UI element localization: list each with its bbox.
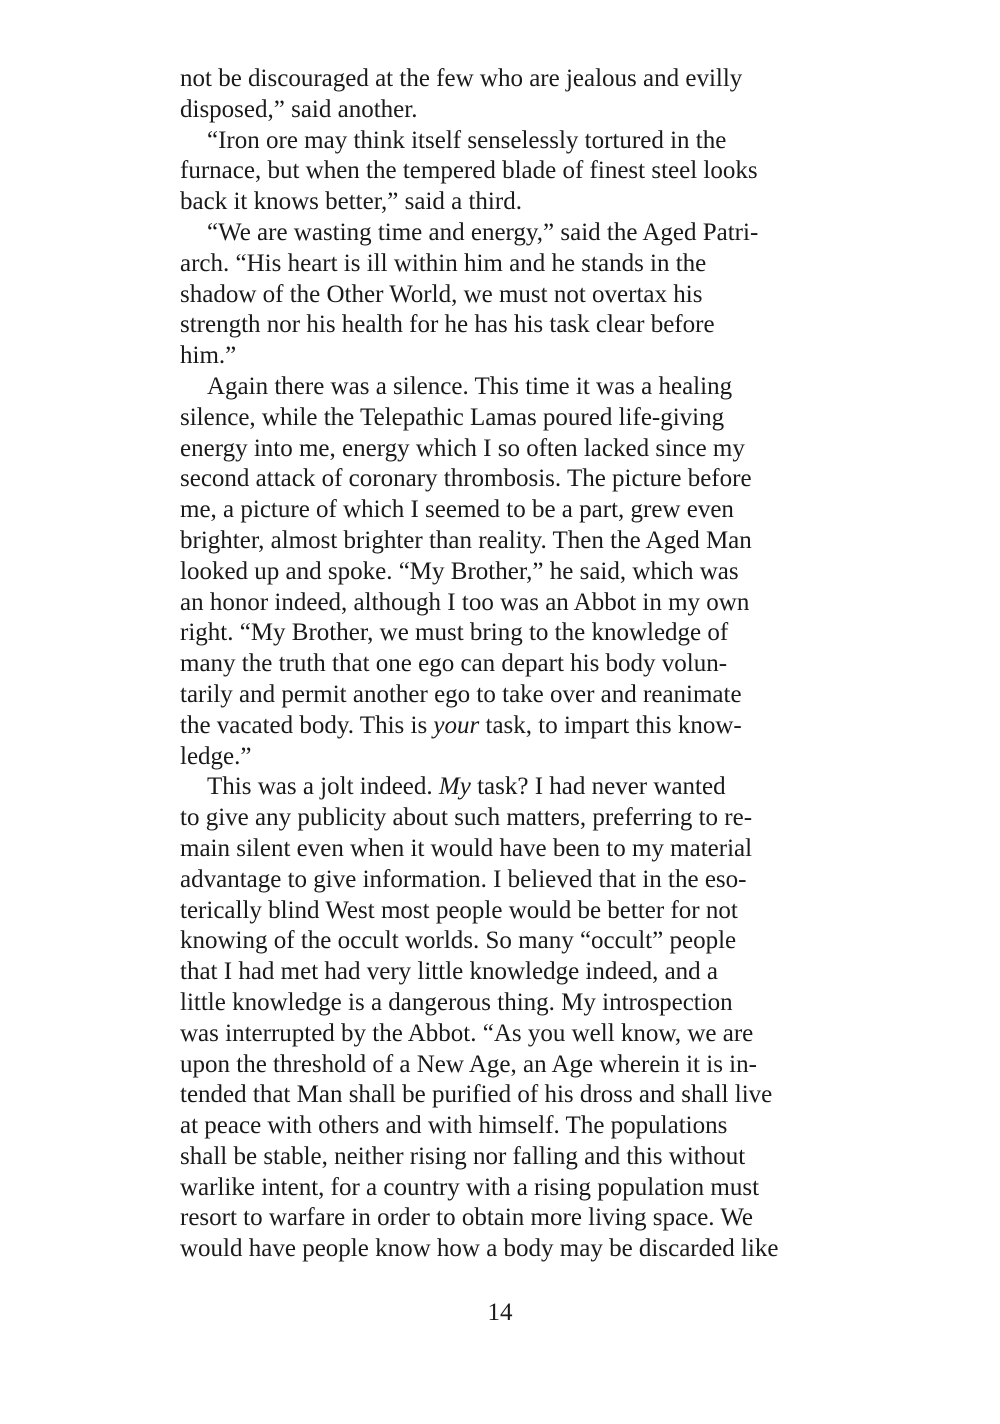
text-line: furnace, but when the tempered blade of finest steel looks — [180, 157, 758, 185]
text-line: terically blind West most people would be better for not — [180, 896, 738, 924]
text-line: knowing of the occult worlds. So many “occult” people — [180, 927, 737, 955]
text-line: was interrupted by the Abbot. “As you well know, we are — [180, 1019, 754, 1047]
text-line: warlike intent, for a country with a rising population must — [180, 1173, 760, 1201]
text-line: looked up and spoke. “My Brother,” he said, which was — [180, 557, 739, 585]
text-line: shall be stable, neither rising nor falling and this without — [180, 1142, 746, 1170]
italic-emphasis: your — [433, 711, 480, 739]
text-line: strength nor his health for he has his task clear before — [180, 311, 715, 339]
text-run: the vacated body. This is — [180, 711, 434, 739]
text-run: task? I had never wanted — [470, 773, 726, 801]
text-line-with-italic — [180, 711, 840, 742]
text-line: him.” — [180, 342, 237, 370]
text-line: advantage to give information. I believed that in the eso- — [180, 865, 747, 893]
text-line: not be discouraged at the few who are jealous and evilly — [180, 65, 743, 92]
text-line: main silent even when it would have been to my material — [180, 834, 753, 862]
text-line: brighter, almost brighter than reality. Then the Aged Man — [180, 526, 752, 554]
text-line: right. “My Brother, we must bring to the knowledge of — [180, 619, 729, 647]
text-line: energy into me, energy which I so often lacked since my — [180, 434, 745, 462]
text-line: shadow of the Other World, we must not overtax his — [180, 280, 703, 308]
text-line: “We are wasting time and energy,” said the Aged Patri- — [207, 218, 759, 246]
text-line: me, a picture of which I seemed to be a part, grew even — [180, 496, 734, 524]
body-text — [180, 64, 840, 1265]
text-line: upon the threshold of a New Age, an Age wherein it is in- — [180, 1050, 757, 1078]
text-line: second attack of coronary thrombosis. The picture before — [180, 465, 752, 493]
text-line: Again there was a silence. This time it was a healing — [207, 372, 733, 400]
text-line: resort to warfare in order to obtain more living space. We — [180, 1204, 754, 1232]
text-run: This was a jolt indeed. — [207, 773, 439, 801]
page-number: 14 — [487, 1299, 513, 1326]
text-line: arch. “His heart is ill within him and he stands in the — [180, 249, 707, 277]
text-line: silence, while the Telepathic Lamas poured life-giving — [180, 403, 725, 431]
text-line: tended that Man shall be purified of his dross and shall live — [180, 1081, 773, 1109]
text-line: ledge.” — [180, 742, 252, 770]
text-line: that I had met had very little knowledge indeed, and a — [180, 958, 719, 986]
text-line: to give any publicity about such matters, preferring to re- — [180, 804, 753, 832]
text-run: task, to impart this know- — [479, 711, 742, 739]
text-line: tarily and permit another ego to take over and reanimate — [180, 680, 742, 708]
text-line: at peace with others and with himself. The populations — [180, 1112, 728, 1140]
text-line: little knowledge is a dangerous thing. My introspection — [180, 988, 733, 1016]
italic-emphasis: My — [438, 773, 471, 801]
text-line: disposed,” said another. — [180, 95, 418, 123]
text-line: an honor indeed, although I too was an Abbot in my own — [180, 588, 750, 616]
text-line: back it knows better,” said a third. — [180, 188, 522, 216]
text-line-with-italic — [180, 772, 840, 803]
text-line: “Iron ore may think itself senselessly tortured in the — [207, 126, 727, 154]
text-line: would have people know how a body may be discarded like — [180, 1235, 779, 1263]
text-line: many the truth that one ego can depart his body volun- — [180, 650, 728, 678]
